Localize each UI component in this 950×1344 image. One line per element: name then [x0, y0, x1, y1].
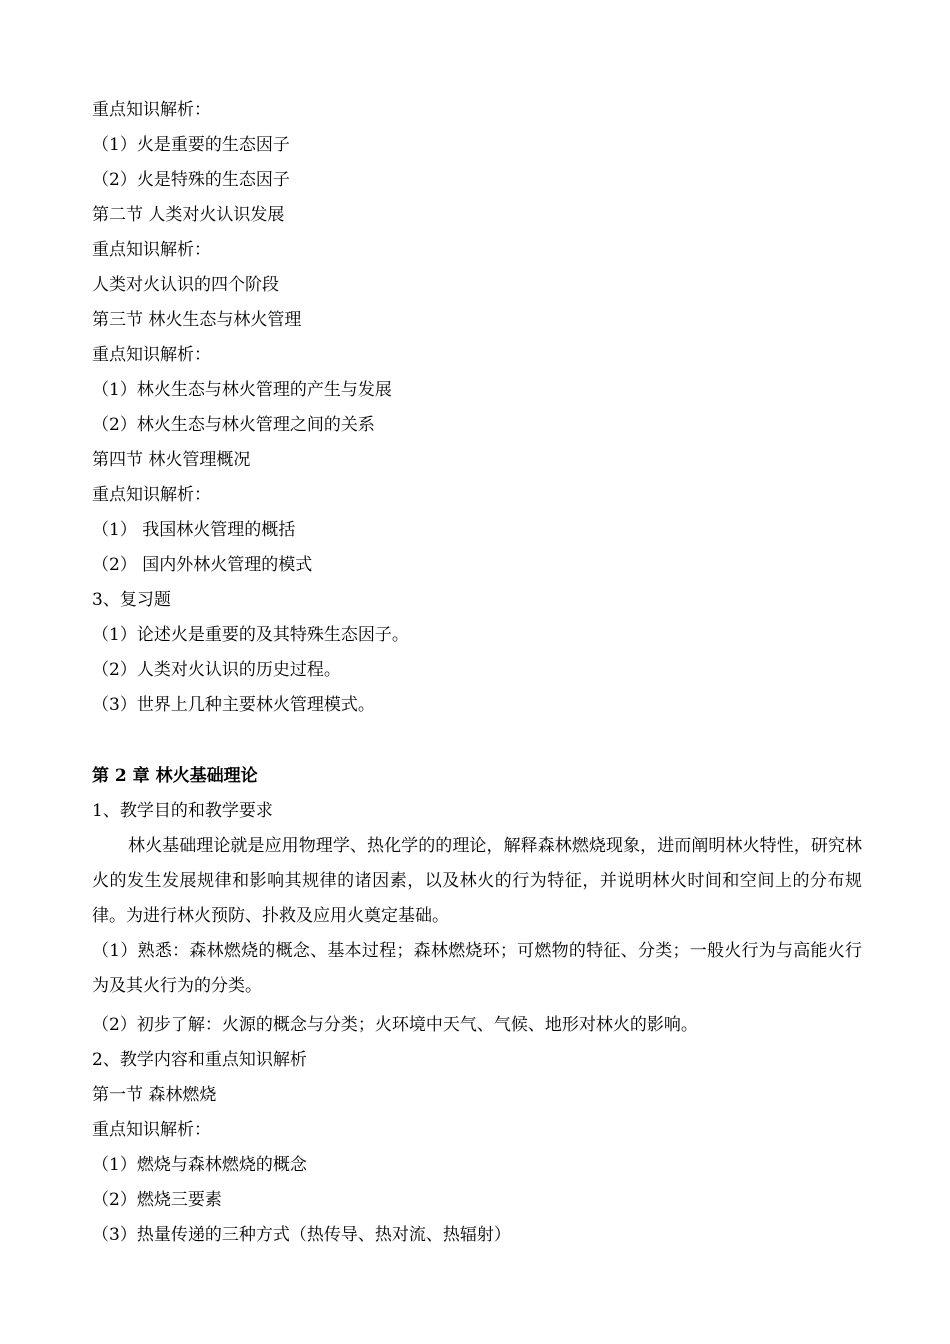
list-item: （1） 我国林火管理的概括: [92, 520, 296, 540]
list-item: （3）世界上几种主要林火管理模式。: [92, 695, 375, 715]
section-heading: 2、教学内容和重点知识解析: [92, 1050, 307, 1070]
list-item: （3）热量传递的三种方式（热传导、热对流、热辐射）: [92, 1225, 511, 1245]
section-heading: 第一节 森林燃烧: [92, 1085, 217, 1105]
section-heading: 1、教学目的和教学要求: [92, 801, 273, 821]
key-points-heading: 重点知识解析：: [92, 345, 211, 365]
list-item: （2）火是特殊的生态因子: [92, 170, 290, 190]
section-heading: 第二节 人类对火认识发展: [92, 205, 285, 225]
understand-paragraph: （2）初步了解：火源的概念与分类；火环境中天气、气候、地形对林火的影响。: [92, 1015, 698, 1035]
list-item: （2）燃烧三要素: [92, 1190, 222, 1210]
key-points-heading: 重点知识解析：: [92, 485, 211, 505]
list-item: （2）林火生态与林火管理之间的关系: [92, 415, 375, 435]
list-item: （1）火是重要的生态因子: [92, 135, 290, 155]
intro-paragraph: 林火基础理论就是应用物理学、热化学的的理论，解释森林燃烧现象，进而阐明林火特性，研究林火的发生发展规律和影响其规律的诸因素，以及林火的行为特征，并说明林火时间和空间上的分布规律。为进行林火预防、扑救及应用火奠定基础。: [92, 836, 862, 926]
key-points-heading: 重点知识解析：: [92, 100, 211, 120]
list-item: （1）燃烧与森林燃烧的概念: [92, 1155, 307, 1175]
section-heading: 第四节 林火管理概况: [92, 450, 251, 470]
list-item: （2） 国内外林火管理的模式: [92, 555, 313, 575]
list-item: （1）林火生态与林火管理的产生与发展: [92, 380, 392, 400]
section-heading: 3、复习题: [92, 590, 171, 610]
list-item: 人类对火认识的四个阶段: [92, 275, 279, 295]
key-points-heading: 重点知识解析：: [92, 240, 211, 260]
familiar-paragraph: （1）熟悉：森林燃烧的概念、基本过程；森林燃烧环；可燃物的特征、分类；一般火行为与高能火行为及其火行为的分类。: [92, 941, 862, 996]
chapter-title: 第 2 章 林火基础理论: [92, 766, 258, 786]
list-item: （1）论述火是重要的及其特殊生态因子。: [92, 625, 409, 645]
section-heading: 第三节 林火生态与林火管理: [92, 310, 302, 330]
list-item: （2）人类对火认识的历史过程。: [92, 660, 341, 680]
key-points-heading: 重点知识解析：: [92, 1120, 211, 1140]
